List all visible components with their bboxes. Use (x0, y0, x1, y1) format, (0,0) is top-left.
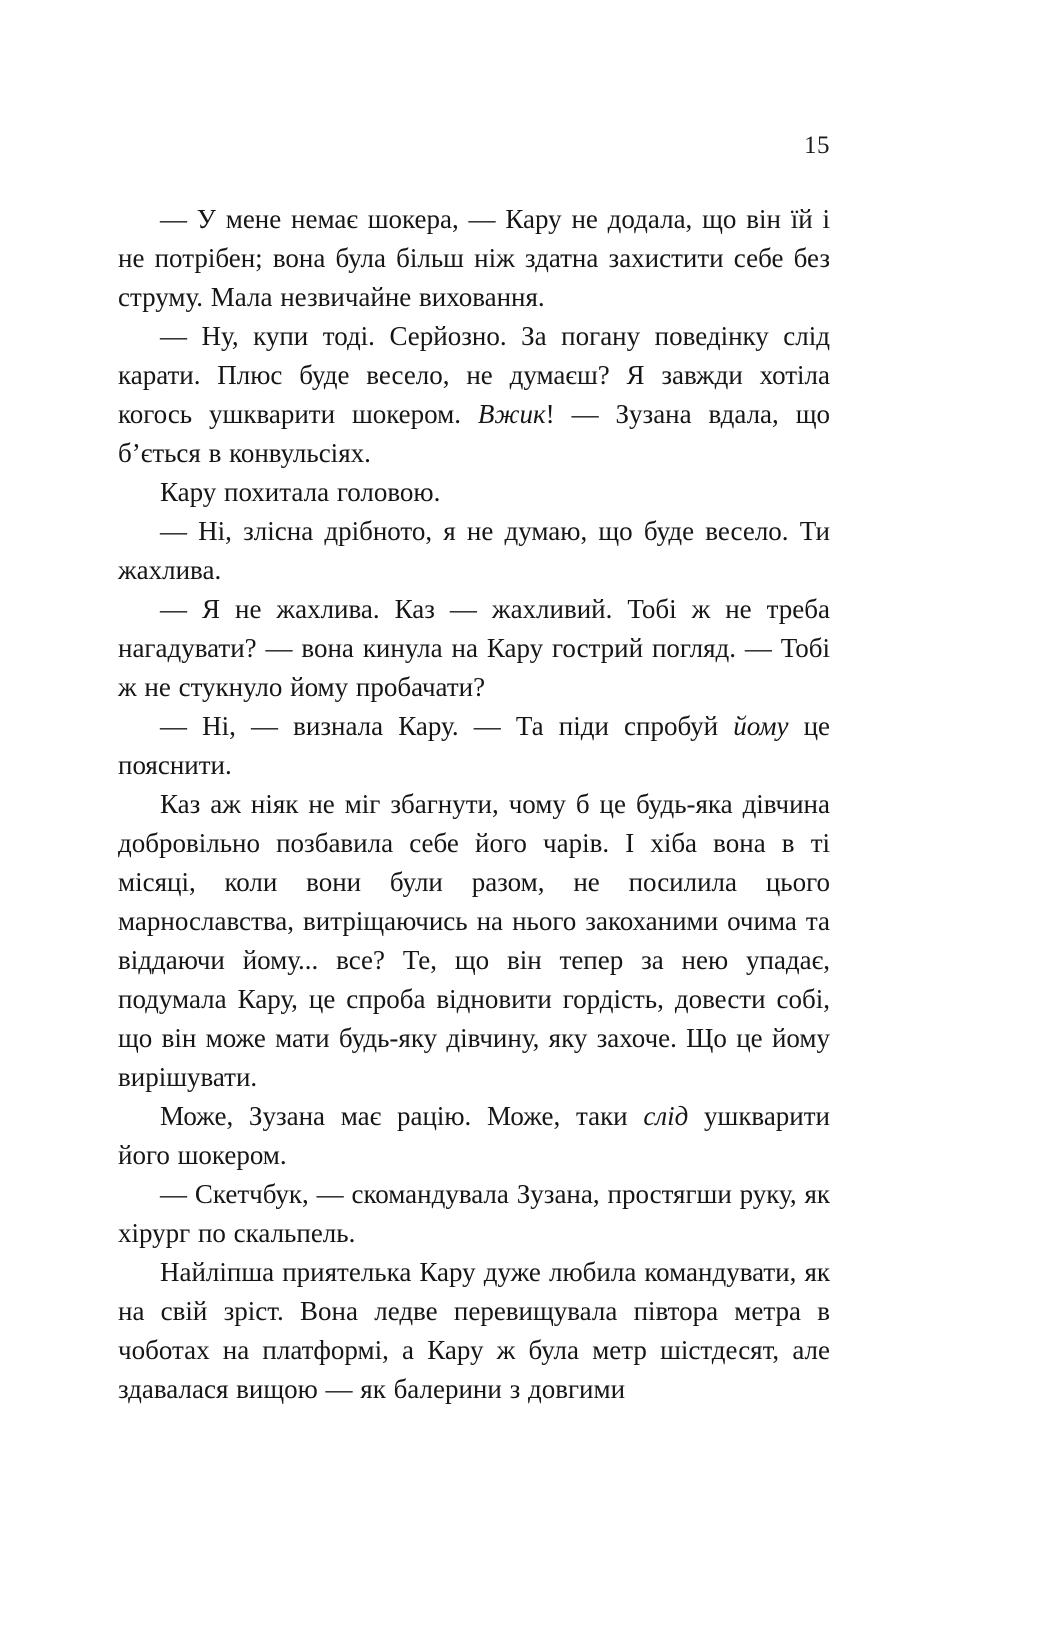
paragraph (118, 473, 830, 512)
text-run: — Я не жахлива. Каз — жахливий. Тобі ж не треба нагадувати? — вона кинула на Кару гострий погляд. — Тобі ж не стукнуло йому пробачати? (118, 594, 830, 702)
text-run: Може, Зузана має рацію. Може, таки (160, 1101, 644, 1131)
paragraph (118, 1097, 830, 1175)
text-run: — Ні, злісна дрібното, я не думаю, що буде весело. Ти жахлива. (118, 516, 830, 585)
italic-text-run: йому (733, 711, 789, 741)
text-run: Найліпша приятелька Кару дуже любила командувати, як на свій зріст. Вона ледве перевищувала півтора метра в чоботах на платформі, а Кару ж була метр шістдесят, але здавалася вищою — як балерини з довгими (118, 1257, 830, 1404)
paragraph (118, 785, 830, 1097)
text-run: — Ні, — визнала Кару. — Та піди спробуй (160, 711, 734, 741)
paragraph (118, 1253, 830, 1409)
paragraph (118, 512, 830, 590)
text-run: Кару похитала головою. (160, 477, 441, 507)
text-run: це пояснити. (118, 711, 830, 780)
italic-text-run: Вжик (477, 399, 546, 429)
paragraph (118, 707, 830, 785)
text-run: ушкварити його шокером. (118, 1101, 831, 1170)
text-run: Каз аж ніяк не міг збагнути, чому б це будь-яка дівчина добровільно позбавила себе його чарів. І хіба вона в ті місяці, коли вони були разом, не посилила цього марнославства, витріщаючись на нього закоханими очима та віддаючи йому... все? Те, що він тепер за нею упадає, подумала Кару, це спроба відновити гордість, довести собі, що він може мати будь-яку дівчину, яку захоче. Що це йому вирішувати. (118, 789, 830, 1092)
paragraph (118, 1175, 830, 1253)
paragraph (118, 590, 830, 707)
text-run: — Скетчбук, — скомандувала Зузана, простягши руку, як хірург по скальпель. (118, 1179, 830, 1248)
paragraph (118, 317, 830, 473)
italic-text-run: слід (643, 1101, 689, 1131)
page-text (118, 200, 830, 1409)
text-run: ! — Зузана вдала, що б’ється в конвульсіях. (118, 399, 830, 468)
page-number: 15 (804, 132, 830, 159)
paragraph (118, 200, 830, 317)
text-run: — У мене немає шокера, — Кару не додала, що він їй і не потрібен; вона була більш ніж здатна захистити себе без струму. Мала незвичайне виховання. (118, 204, 830, 312)
text-run: — Ну, купи тоді. Серйозно. За погану поведінку слід карати. Плюс буде весело, не думаєш? Я завжди хотіла когось ушкварити шокером. (118, 321, 830, 429)
